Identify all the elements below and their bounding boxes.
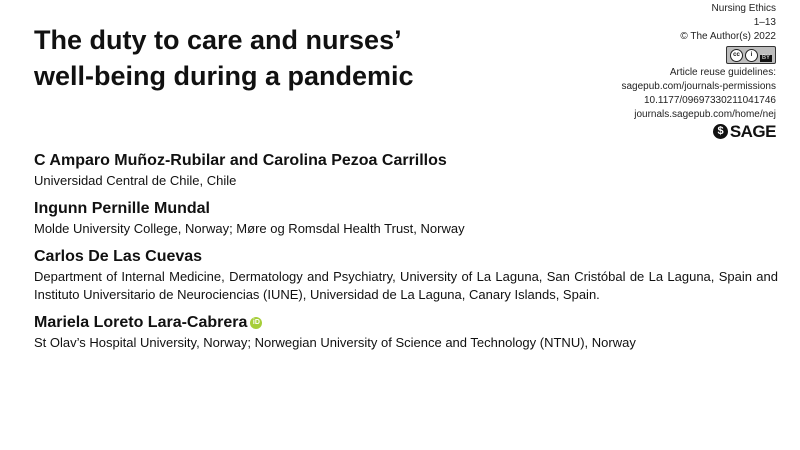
author-block	[34, 312, 778, 352]
author-affiliation: Molde University College, Norway; Møre og Romsdal Health Trust, Norway	[34, 221, 465, 236]
author-affiliation: Universidad Central de Chile, Chile	[34, 173, 237, 188]
author-name: Mariela Loreto Lara-Cabrera	[34, 314, 248, 331]
author-affiliation: Department of Internal Medicine, Dermatology and Psychiatry, University of La Laguna, San Cristóbal de La Laguna, Spain and Instituto Universitario de Neurociencias (IUNE), Universidad de La Laguna, Canary Islands, Spain.	[34, 269, 778, 302]
copyright-notice: © The Author(s) 2022	[680, 31, 776, 42]
journal-homepage-link[interactable]: journals.sagepub.com/home/nej	[634, 109, 776, 120]
reuse-guidelines-label: Article reuse guidelines:	[669, 67, 776, 78]
author-block	[34, 150, 778, 190]
author-name: Carlos De Las Cuevas	[34, 248, 203, 265]
journal-meta	[546, 2, 776, 139]
cc-icon: cc	[730, 49, 743, 62]
author-affiliation: St Olav’s Hospital University, Norway; Norwegian University of Science and Technology (NTNU), Norway	[34, 335, 636, 350]
article-title	[34, 22, 554, 94]
creative-commons-badge[interactable]	[726, 46, 776, 64]
article-title-line-1: The duty to care and nurses’	[34, 25, 402, 55]
orcid-icon[interactable]: iD	[250, 317, 262, 329]
journal-name: Nursing Ethics	[711, 3, 776, 14]
sage-logo	[713, 121, 776, 141]
author-name: Ingunn Pernille Mundal	[34, 200, 210, 217]
author-block	[34, 246, 778, 304]
sage-icon: $	[713, 124, 728, 139]
sage-wordmark: SAGE	[729, 121, 776, 141]
page-range: 1–13	[753, 17, 776, 28]
attribution-icon: i	[745, 49, 758, 62]
author-block	[34, 198, 778, 238]
cc-by-label: BY	[761, 54, 770, 61]
author-name: C Amparo Muñoz-Rubilar and Carolina Pezoa Carrillos	[34, 152, 447, 169]
author-list	[34, 150, 778, 360]
article-title-line-2: well-being during a pandemic	[34, 61, 414, 91]
reuse-guidelines-link[interactable]: sagepub.com/journals-permissions	[621, 81, 776, 92]
author-name-row	[34, 312, 778, 334]
doi-link[interactable]: 10.1177/09697330211041746	[644, 95, 776, 106]
